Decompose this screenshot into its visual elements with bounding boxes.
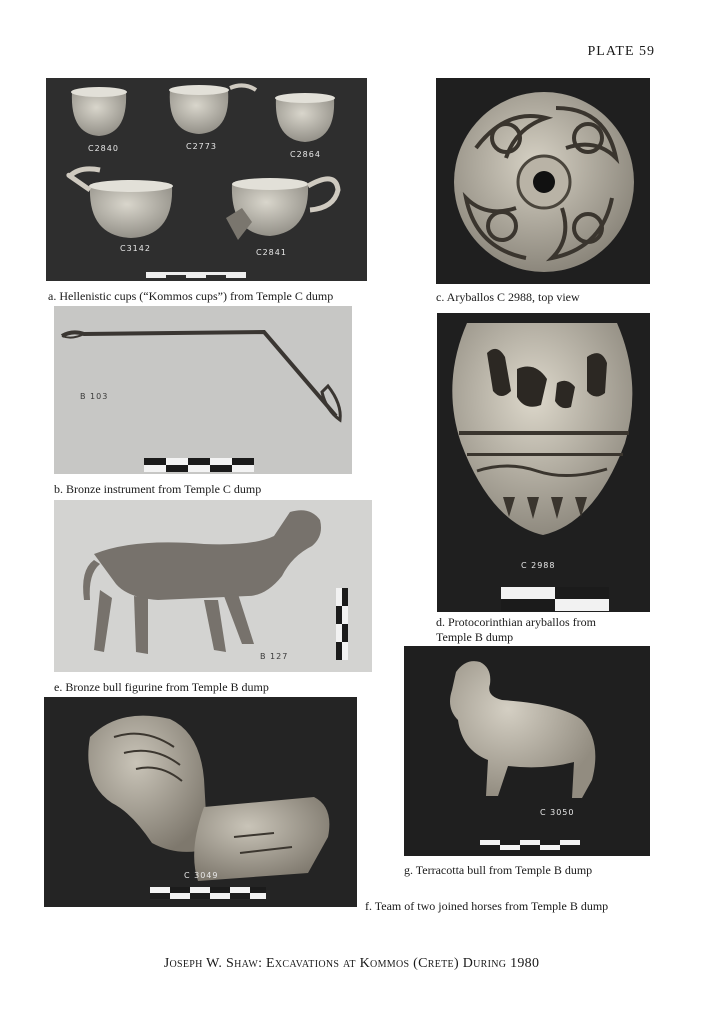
- label-c2841: C2841: [256, 248, 287, 257]
- label-c2773: C2773: [186, 142, 217, 151]
- running-title-footer: Joseph W. Shaw: Excavations at Kommos (Crete) During 1980: [163, 956, 540, 971]
- bronze-instrument-image: [54, 306, 352, 474]
- label-c2864: C2864: [290, 150, 321, 159]
- aryballos-top-image: [436, 78, 650, 284]
- terracotta-bull-image: [404, 646, 650, 856]
- label-c3050: C 3050: [540, 808, 575, 817]
- caption-e: e. Bronze bull figurine from Temple B dump: [54, 680, 269, 694]
- photo-bronze-instrument: [54, 306, 352, 474]
- label-c2840: C2840: [88, 144, 119, 153]
- cups-image: [46, 78, 367, 281]
- photo-hellenistic-cups: [46, 78, 367, 281]
- plate-number: PLATE 59: [587, 44, 655, 59]
- caption-a: a. Hellenistic cups (“Kommos cups”) from Temple C dump: [48, 289, 334, 303]
- photo-joined-horses: [44, 697, 357, 907]
- label-b103: B 103: [80, 392, 109, 401]
- bronze-bull-image: [54, 500, 372, 672]
- caption-b: b. Bronze instrument from Temple C dump: [54, 482, 262, 496]
- photo-aryballos-top-view: [436, 78, 650, 284]
- photo-protocorinthian-aryballos: [437, 313, 650, 612]
- label-b127: B 127: [260, 652, 289, 661]
- label-c3049: C 3049: [184, 871, 219, 880]
- label-c2988: C 2988: [521, 561, 556, 570]
- photo-bronze-bull-figurine: [54, 500, 372, 672]
- caption-f: f. Team of two joined horses from Temple B dump: [365, 899, 609, 913]
- caption-c: c. Aryballos C 2988, top view: [436, 290, 580, 304]
- caption-d: d. Protocorinthian aryballos from Temple B dump: [436, 615, 596, 644]
- label-c3142: C3142: [120, 244, 151, 253]
- photo-terracotta-bull: [404, 646, 650, 856]
- caption-g: g. Terracotta bull from Temple B dump: [404, 863, 593, 877]
